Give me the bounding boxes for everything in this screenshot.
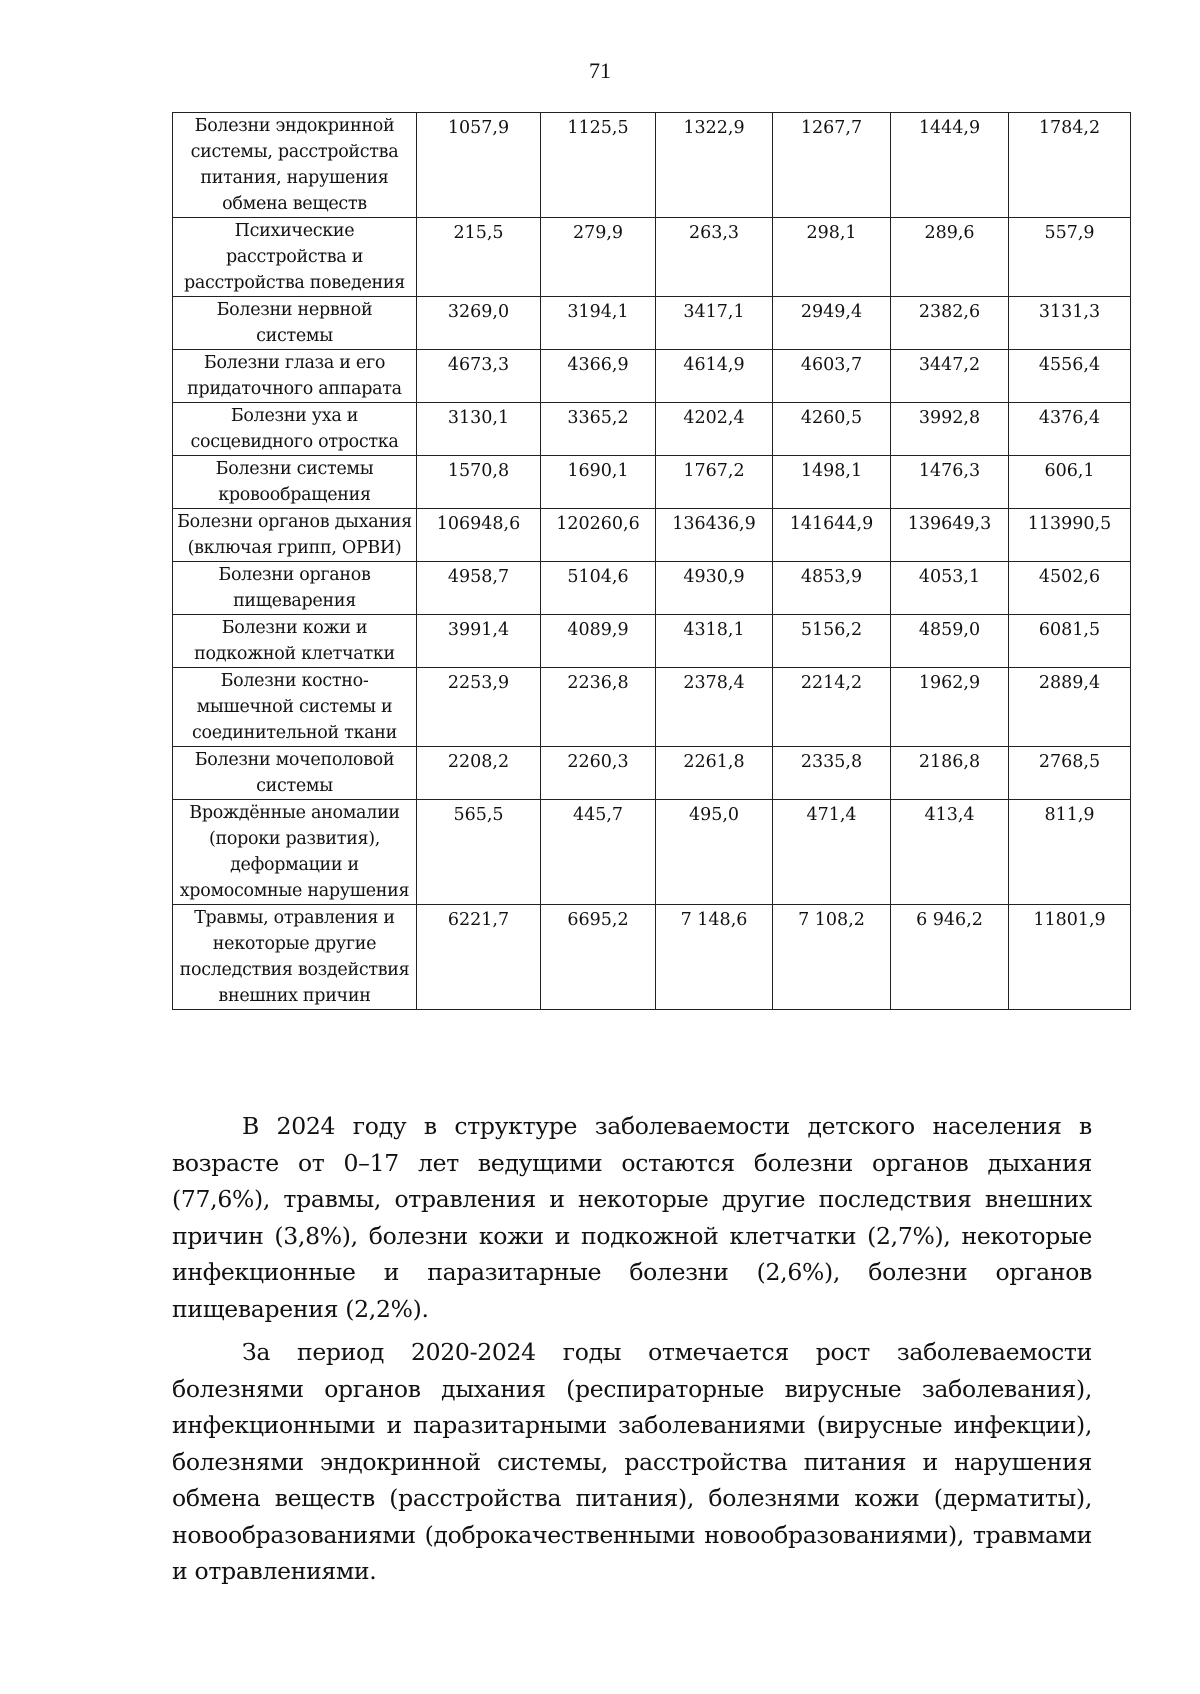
value-cell: 1476,3	[891, 456, 1009, 509]
value-cell: 279,9	[541, 218, 656, 297]
value-cell: 4614,9	[656, 350, 773, 403]
table-row	[173, 350, 1131, 403]
value-cell: 2768,5	[1009, 747, 1131, 800]
table-row	[173, 800, 1131, 905]
value-cell: 4202,4	[656, 403, 773, 456]
disease-class-cell: Врождённые аномалии (пороки развития), деформации и хромосомные нарушения	[173, 800, 417, 905]
disease-class-cell: Болезни органов пищеварения	[173, 562, 417, 615]
value-cell: 3417,1	[656, 297, 773, 350]
value-cell: 2889,4	[1009, 668, 1131, 747]
value-cell: 3194,1	[541, 297, 656, 350]
value-cell: 2382,6	[891, 297, 1009, 350]
value-cell: 1570,8	[417, 456, 541, 509]
value-cell: 3991,4	[417, 615, 541, 668]
value-cell: 3131,3	[1009, 297, 1131, 350]
value-cell: 4859,0	[891, 615, 1009, 668]
value-cell: 5104,6	[541, 562, 656, 615]
paragraph: За период 2020-2024 годы отмечается рост заболеваемости болезнями органов дыхания (респираторные вирусные заболевания), инфекционными и паразитарными заболеваниями (вирусные инфекции), болезнями эндокринной системы, расстройства питания и нарушения обмена веществ (расстройства питания), болезнями кожи (дерматиты), новообразованиями (доброкачественными новообразованиями), травмами и отравлениями.	[172, 1338, 1092, 1585]
value-cell: 1444,9	[891, 113, 1009, 218]
value-cell: 1125,5	[541, 113, 656, 218]
value-cell: 5156,2	[773, 615, 891, 668]
value-cell: 6 946,2	[891, 905, 1009, 1010]
disease-class-cell: Болезни уха и сосцевидного отростка	[173, 403, 417, 456]
body-text	[172, 1108, 1092, 1590]
value-cell: 811,9	[1009, 800, 1131, 905]
value-cell: 2261,8	[656, 747, 773, 800]
disease-class-cell: Болезни нервной системы	[173, 297, 417, 350]
disease-class-cell: Болезни костно-мышечной системы и соединительной ткани	[173, 668, 417, 747]
value-cell: 445,7	[541, 800, 656, 905]
value-cell: 7 148,6	[656, 905, 773, 1010]
table-row	[173, 403, 1131, 456]
table-row	[173, 615, 1131, 668]
value-cell: 557,9	[1009, 218, 1131, 297]
value-cell: 2236,8	[541, 668, 656, 747]
value-cell: 4958,7	[417, 562, 541, 615]
value-cell: 215,5	[417, 218, 541, 297]
value-cell: 2260,3	[541, 747, 656, 800]
value-cell: 2949,4	[773, 297, 891, 350]
value-cell: 1267,7	[773, 113, 891, 218]
table-row	[173, 509, 1131, 562]
value-cell: 565,5	[417, 800, 541, 905]
disease-class-cell: Болезни эндокринной системы, расстройства питания, нарушения обмена веществ	[173, 113, 417, 218]
value-cell: 4502,6	[1009, 562, 1131, 615]
value-cell: 606,1	[1009, 456, 1131, 509]
table-row	[173, 905, 1131, 1010]
table-row	[173, 297, 1131, 350]
value-cell: 6695,2	[541, 905, 656, 1010]
value-cell: 6081,5	[1009, 615, 1131, 668]
disease-class-cell: Болезни кожи и подкожной клетчатки	[173, 615, 417, 668]
paragraph: В 2024 году в структуре заболеваемости детского населения в возрасте от 0–17 лет ведущими остаются болезни органов дыхания (77,6%), травмы, отравления и некоторые другие последствия внешних причин (3,8%), болезни кожи и подкожной клетчатки (2,7%), некоторые инфекционные и паразитарные болезни (2,6%), болезни органов пищеварения (2,2%).	[172, 1112, 1092, 1323]
disease-class-cell: Болезни глаза и его придаточного аппарата	[173, 350, 417, 403]
disease-class-cell: Психические расстройства и расстройства поведения	[173, 218, 417, 297]
value-cell: 2253,9	[417, 668, 541, 747]
value-cell: 289,6	[891, 218, 1009, 297]
disease-class-cell: Болезни мочеполовой системы	[173, 747, 417, 800]
value-cell: 1690,1	[541, 456, 656, 509]
value-cell: 3992,8	[891, 403, 1009, 456]
table-row	[173, 113, 1131, 218]
value-cell: 1498,1	[773, 456, 891, 509]
morbidity-table	[172, 112, 1131, 1010]
value-cell: 4089,9	[541, 615, 656, 668]
value-cell: 4318,1	[656, 615, 773, 668]
disease-class-cell: Болезни органов дыхания (включая грипп, ОРВИ)	[173, 509, 417, 562]
table-row	[173, 562, 1131, 615]
value-cell: 141644,9	[773, 509, 891, 562]
value-cell: 4366,9	[541, 350, 656, 403]
value-cell: 139649,3	[891, 509, 1009, 562]
value-cell: 4603,7	[773, 350, 891, 403]
value-cell: 136436,9	[656, 509, 773, 562]
table-row	[173, 747, 1131, 800]
disease-class-cell: Травмы, отравления и некоторые другие последствия воздействия внешних причин	[173, 905, 417, 1010]
value-cell: 4260,5	[773, 403, 891, 456]
value-cell: 3365,2	[541, 403, 656, 456]
value-cell: 4053,1	[891, 562, 1009, 615]
table-row	[173, 456, 1131, 509]
value-cell: 7 108,2	[773, 905, 891, 1010]
value-cell: 4556,4	[1009, 350, 1131, 403]
value-cell: 120260,6	[541, 509, 656, 562]
value-cell: 495,0	[656, 800, 773, 905]
table-row	[173, 218, 1131, 297]
value-cell: 6221,7	[417, 905, 541, 1010]
value-cell: 4853,9	[773, 562, 891, 615]
value-cell: 4930,9	[656, 562, 773, 615]
value-cell: 3447,2	[891, 350, 1009, 403]
value-cell: 106948,6	[417, 509, 541, 562]
value-cell: 471,4	[773, 800, 891, 905]
value-cell: 1962,9	[891, 668, 1009, 747]
value-cell: 4376,4	[1009, 403, 1131, 456]
value-cell: 263,3	[656, 218, 773, 297]
value-cell: 298,1	[773, 218, 891, 297]
value-cell: 3130,1	[417, 403, 541, 456]
value-cell: 1057,9	[417, 113, 541, 218]
value-cell: 2214,2	[773, 668, 891, 747]
value-cell: 2335,8	[773, 747, 891, 800]
value-cell: 1784,2	[1009, 113, 1131, 218]
disease-class-cell: Болезни системы кровообращения	[173, 456, 417, 509]
value-cell: 3269,0	[417, 297, 541, 350]
value-cell: 2186,8	[891, 747, 1009, 800]
value-cell: 2378,4	[656, 668, 773, 747]
value-cell: 113990,5	[1009, 509, 1131, 562]
table-row	[173, 668, 1131, 747]
value-cell: 1767,2	[656, 456, 773, 509]
value-cell: 1322,9	[656, 113, 773, 218]
page-number: 71	[589, 58, 611, 83]
value-cell: 413,4	[891, 800, 1009, 905]
value-cell: 11801,9	[1009, 905, 1131, 1010]
value-cell: 2208,2	[417, 747, 541, 800]
value-cell: 4673,3	[417, 350, 541, 403]
